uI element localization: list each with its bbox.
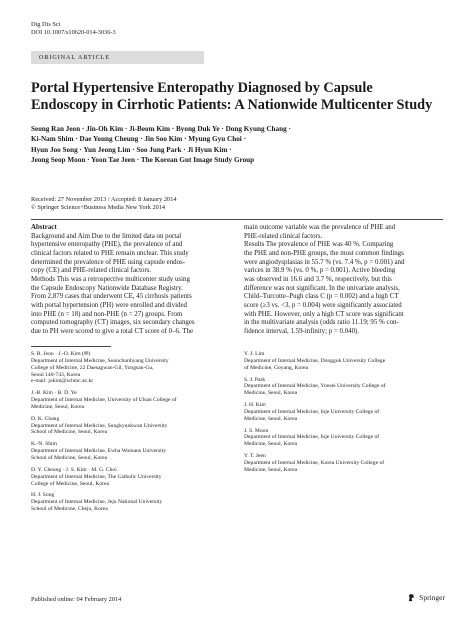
abstract-line: in the multivariate analysis (odds ratio 11.19; 95 % con- (244, 319, 399, 327)
divider (31, 219, 443, 220)
article-title (31, 80, 451, 113)
affiliation-line: Medicine, Seoul, Korea (244, 466, 298, 473)
abstract-line: Methods This was a retrospective multicenter study using (31, 275, 190, 283)
abstract-line: varices in 38.9 % (vs. 0 %, p = 0.001). Active bleeding (244, 267, 396, 275)
abstract-left-text (31, 233, 229, 337)
published-online: Published online: 04 February 2014 (31, 596, 122, 603)
affiliations-right (244, 351, 444, 479)
affiliation-authors: H. J. Song (31, 492, 55, 499)
abstract-right-text (244, 224, 444, 337)
affiliation-block (31, 492, 231, 513)
affiliation-block (244, 428, 444, 449)
affiliation-line: School of Medicine, Cheju, Korea (31, 506, 108, 513)
affiliation-line: of Medicine, Goyang, Korea (244, 364, 309, 371)
journal-info (31, 21, 116, 37)
author-line: Hyun Joo Song · Yun Jeong Lim · Soo Jung Park · Ji Hyun Kim · (31, 145, 232, 154)
abstract-line: computed tomography (CT) images, six secondary changes (31, 319, 195, 327)
affiliation-line: Department of Internal Medicine, University of Ulsan College of (31, 397, 177, 404)
affiliation-block (31, 467, 231, 488)
abstract-heading: Abstract (31, 224, 57, 231)
author-line: Seong Ran Jeon · Jin-Oh Kim · Ji-Beom Kim · Byong Duk Ye · Dong Kyung Chang · (31, 125, 291, 133)
publisher-logo (407, 593, 445, 602)
springer-horse-icon (407, 593, 416, 602)
abstract-line: determined the prevalence of PHE using capsule endos- (31, 258, 186, 266)
affiliation-authors: S. R. Jeon · J.-O. Kim (✉) (31, 351, 91, 357)
abstract-line: were angiodysplasias in 55.7 % (vs. 7.4 %, p = 0.001) and (244, 258, 405, 266)
affiliation-block (244, 377, 444, 398)
affiliation-line: Department of Internal Medicine, Inje University College of (244, 434, 380, 441)
affiliation-authors: J. H. Kim (244, 402, 266, 409)
abstract-line: into PHE (n = 18) and non-PHE (n = 27) groups. From (31, 310, 183, 318)
affiliation-authors: J.-B. Kim · B. D. Ye (31, 390, 77, 397)
abstract-line: Background and Aim Due to the limited data on portal (31, 232, 182, 240)
affiliation-line: Department of Internal Medicine, Sungkyunkwan University (31, 422, 168, 429)
abstract-line: was observed in 16.6 and 3.7 %, respectively, but this (244, 275, 392, 283)
author-line: Ki-Nam Shim · Dae Young Cheung · Jin Soo Kim · Myung Gyu Choi · (31, 135, 246, 144)
affiliation-authors: S. J. Park (244, 376, 266, 383)
affiliation-line: College of Medicine, Seoul, Korea (31, 480, 109, 487)
abstract-line: From 2,879 cases that underwent CE, 45 cirrhosis patients (31, 293, 192, 301)
abstract-line: with PHE. However, only a high CT score was significant (244, 310, 404, 318)
affiliation-authors: D. Y. Cheung · J. S. Kim · M. G. Choi (31, 466, 117, 473)
affiliation-line: Department of Internal Medicine, Korea University College of (244, 459, 385, 466)
abstract-line: due to PH were scored to give a total CT score of 0–6. The (31, 327, 194, 335)
author-line: Jeong Seop Moon · Yoon Tae Jeen · The Korean Gut Image Study Group (31, 156, 255, 165)
journal-name: Dig Dis Sci (31, 21, 61, 28)
abstract-left-column (31, 224, 229, 337)
affiliation-authors: K.-N. Shim (31, 441, 57, 448)
affiliation-block (31, 416, 231, 437)
abstract-line: PHE-related clinical factors. (244, 232, 323, 240)
article-type-banner: ORIGINAL ARTICLE (31, 51, 204, 64)
affiliation-line: Department of Internal Medicine, Yonsei University College of (244, 383, 386, 390)
affiliation-line: Department of Internal Medicine, Dongguk University College (244, 357, 386, 364)
abstract-line: main outcome variable was the prevalence of PHE and (244, 224, 396, 231)
affiliation-line: Department of Internal Medicine, Inje University College of (244, 408, 380, 415)
affiliation-block (31, 441, 231, 462)
affiliation-line: e-mail: jokim@schmc.ac.kr (31, 378, 94, 385)
title-line-2: Endoscopy in Cirrhotic Patients: A Nationwide Multicenter Study (31, 96, 433, 113)
abstract-line: difference was not significant. In the univariate analysis, (244, 284, 400, 292)
author-list (31, 124, 451, 166)
abstract-line: with portal hypertension (PH) were enrolled and divided (31, 301, 187, 309)
affiliation-authors: Y. T. Jeen (244, 453, 266, 460)
publisher-name: Springer (419, 593, 445, 602)
abstract-line: the PHE and non-PHE groups, the most common findings (244, 249, 404, 257)
abstract-line: hypertensive enteropathy (PHE), the prevalence of and (31, 241, 183, 249)
copyright-line: © Springer Science+Business Media New York 2014 (31, 204, 166, 212)
abstract-line: fidence interval, 1.59-infinity; p = 0.040). (244, 327, 360, 335)
affiliation-line: School of Medicine, Seoul, Korea (31, 429, 108, 436)
affiliation-line: School of Medicine, Seoul, Korea (31, 454, 108, 461)
affiliation-line: Medicine, Seoul, Korea (244, 390, 298, 397)
affiliation-block (244, 351, 444, 372)
affiliations-left (31, 351, 231, 518)
footnote-divider (31, 346, 111, 347)
affiliation-line: Seoul 140-743, Korea (31, 371, 81, 378)
received-dates (31, 196, 177, 212)
abstract-line: copy (CE) and PHE-related clinical factors. (31, 267, 152, 275)
affiliation-line: Department of Internal Medicine, Soonchunhyang University (31, 357, 169, 364)
affiliation-block (31, 390, 231, 411)
affiliation-authors: J. S. Moon (244, 427, 269, 434)
affiliation-line: College of Medicine, 22 Daesagwan-Gil, Yongsan-Gu, (31, 364, 154, 371)
affiliation-block (31, 351, 231, 385)
received-line: Received: 27 November 2013 / Accepted: 8 January 2014 (31, 196, 177, 203)
affiliation-block (244, 402, 444, 423)
affiliation-line: Department of Internal Medicine, Jeju National University (31, 499, 163, 506)
abstract-line: Child–Turcotte–Pugh class C (p = 0.002) and a high CT (244, 293, 399, 301)
abstract-line: the Capsule Endoscopy Nationwide Database Registry. (31, 284, 183, 292)
abstract-right-column (244, 224, 444, 337)
affiliation-line: Medicine, Seoul, Korea (244, 415, 298, 422)
affiliation-line: Medicine, Seoul, Korea (31, 403, 85, 410)
abstract-line: clinical factors related to PHE remain unclear. This study (31, 249, 189, 257)
abstract-line: score (≥3 vs. <3, p = 0.004) were significantly associated (244, 301, 402, 309)
affiliation-block (244, 453, 444, 474)
affiliation-line: Department of Internal Medicine, The Catholic University (31, 473, 162, 480)
affiliation-line: Department of Internal Medicine, Ewha Womans University (31, 448, 167, 455)
title-line-1: Portal Hypertensive Enteropathy Diagnosed by Capsule (31, 80, 373, 96)
abstract-line: Results The prevalence of PHE was 40 %. Comparing (244, 241, 394, 249)
affiliation-authors: Y. J. Lim (244, 351, 265, 357)
affiliation-authors: D. K. Chang (31, 415, 60, 422)
doi: DOI 10.1007/s10620-014-3036-3 (31, 29, 116, 36)
affiliation-line: Medicine, Seoul, Korea (244, 441, 298, 448)
